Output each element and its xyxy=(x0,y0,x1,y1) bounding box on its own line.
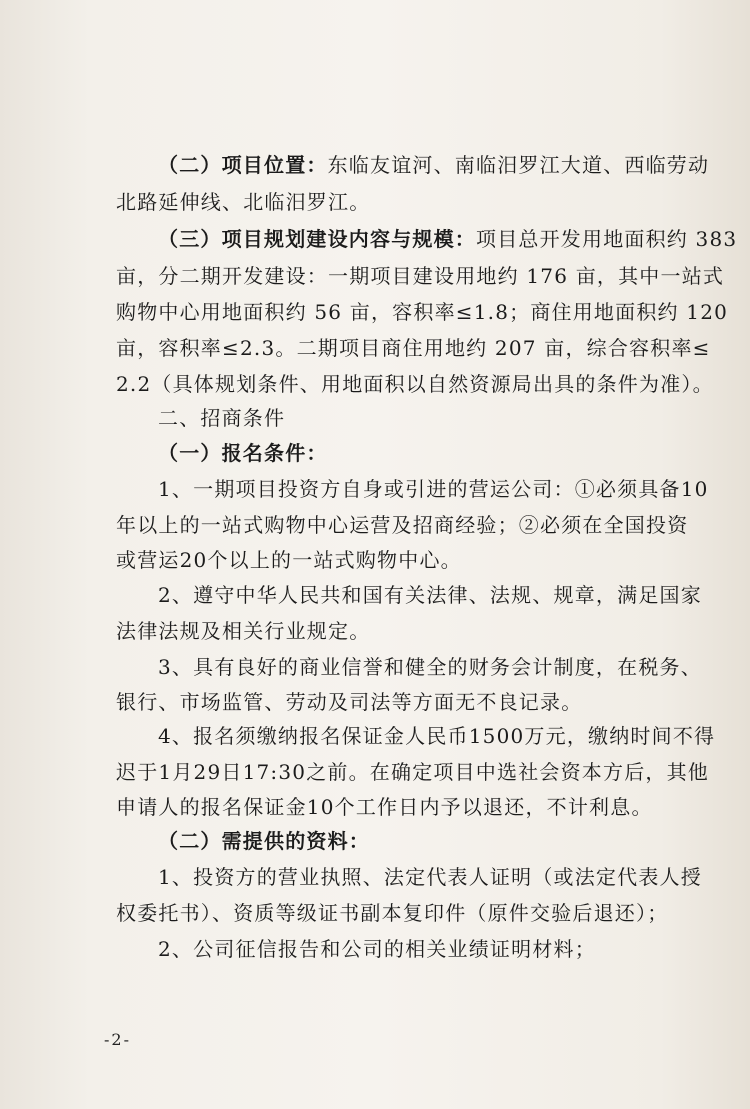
registration-item3-line1: 3、具有良好的商业信誉和健全的财务会计制度，在税务、 xyxy=(158,655,702,679)
planning-text: 项目总开发用地面积约 383 xyxy=(476,227,738,251)
materials-heading: （二）需提供的资料： xyxy=(158,829,370,853)
registration-item3-line2: 银行、市场监管、劳动及司法等方面无不良记录。 xyxy=(116,690,583,714)
location-paragraph-line2: 北路延伸线、北临汨罗江。 xyxy=(116,190,371,214)
registration-item2-line1: 2、遵守中华人民共和国有关法律、法规、规章，满足国家 xyxy=(158,583,702,607)
registration-heading: （一）报名条件： xyxy=(158,441,328,465)
planning-paragraph-line1 xyxy=(158,227,737,251)
materials-item1-line2: 权委托书）、资质等级证书副本复印件（原件交验后退还）； xyxy=(116,901,669,925)
registration-item2-line2: 法律法规及相关行业规定。 xyxy=(116,619,371,643)
registration-item4-line1: 4、报名须缴纳报名保证金人民币1500万元，缴纳时间不得 xyxy=(158,724,716,748)
registration-item1-line1: 1、一期项目投资方自身或引进的营运公司：①必须具备10 xyxy=(158,477,709,501)
registration-item4-line3: 申请人的报名保证金10个工作日内予以退还，不计利息。 xyxy=(116,795,653,819)
page-number: -2- xyxy=(104,1030,131,1049)
part2-heading: 二、招商条件 xyxy=(158,406,286,430)
planning-paragraph-line4: 亩，容积率≤2.3。二期项目商住用地约 207 亩，综合容积率≤ xyxy=(116,336,711,360)
materials-item2-line1: 2、公司征信报告和公司的相关业绩证明材料； xyxy=(158,937,596,961)
planning-paragraph-line3: 购物中心用地面积约 56 亩，容积率≤1.8；商住用地面积约 120 xyxy=(116,300,729,324)
location-text: 东临友谊河、南临汨罗江大道、西临劳动 xyxy=(327,153,710,177)
registration-item1-line2: 年以上的一站式购物中心运营及招商经验；②必须在全国投资 xyxy=(116,513,689,537)
planning-paragraph-line5: 2.2（具体规划条件、用地面积以自然资源局出具的条件为准）。 xyxy=(116,372,714,396)
registration-item4-line2: 迟于1月29日17:30之前。在确定项目中选社会资本方后，其他 xyxy=(116,760,710,784)
registration-item1-line3: 或营运20个以上的一站式购物中心。 xyxy=(116,548,462,572)
location-heading: （二）项目位置： xyxy=(158,153,328,177)
planning-paragraph-line2: 亩，分二期开发建设：一期项目建设用地约 176 亩，其中一站式 xyxy=(116,264,725,288)
materials-item1-line1: 1、投资方的营业执照、法定代表人证明（或法定代表人授 xyxy=(158,865,702,889)
location-paragraph-line1 xyxy=(158,153,709,177)
planning-heading: （三）项目规划建设内容与规模： xyxy=(158,227,476,251)
